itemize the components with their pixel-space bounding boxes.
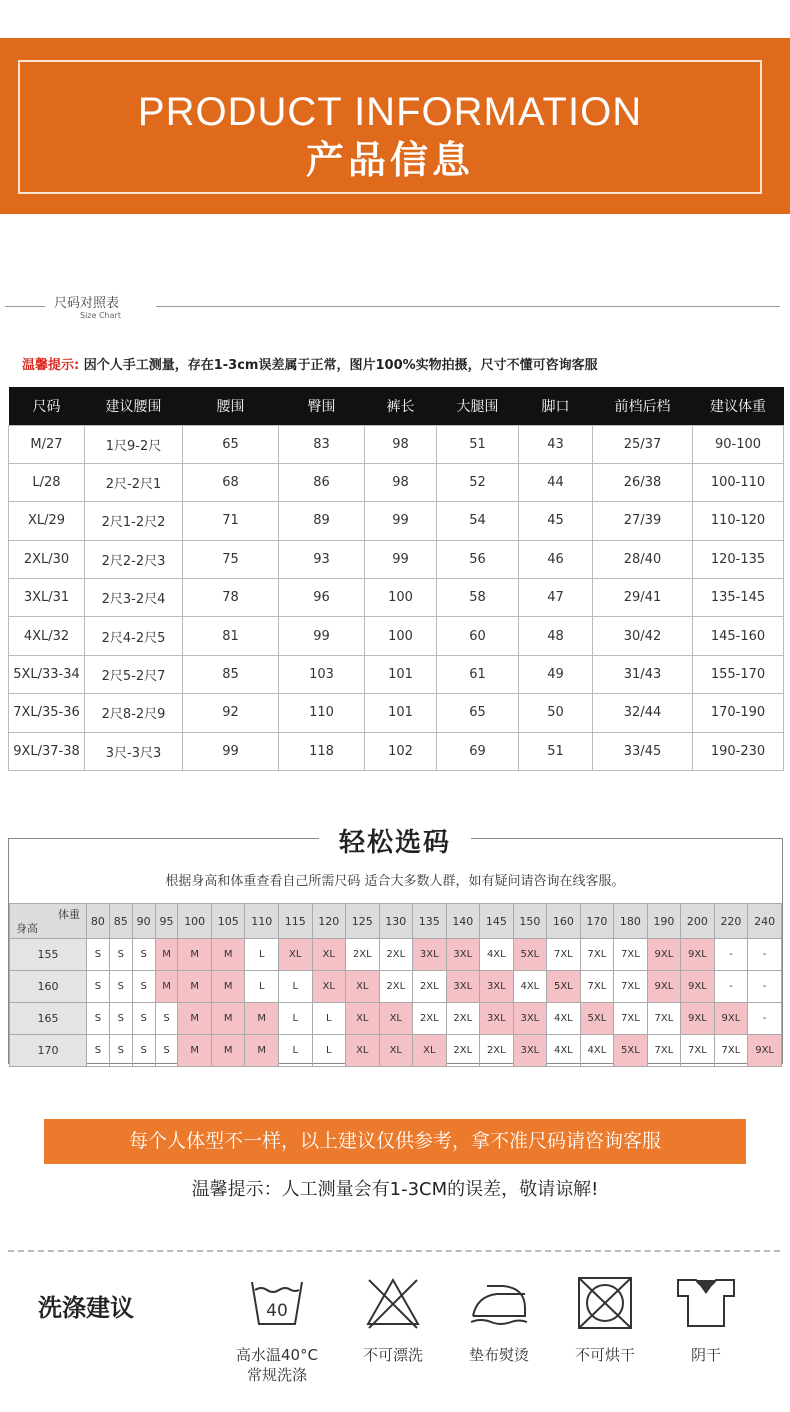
size-suggestion-cell: S [132, 1003, 155, 1035]
size-cell: 99 [365, 540, 437, 578]
weight-header-cell: 190 [647, 904, 681, 939]
size-cell: 54 [437, 502, 519, 540]
no-bleach-icon [363, 1276, 423, 1330]
size-suggestion-cell: 9XL [681, 1003, 715, 1035]
size-suggestion-cell: M [178, 1003, 212, 1035]
weight-header-cell: 170 [580, 904, 614, 939]
size-cell: 93 [279, 540, 365, 578]
notice-tip: 温馨提示：人工测量会有1-3CM的误差，敬请谅解! [191, 1179, 599, 1200]
size-cell: 2尺3-2尺4 [85, 579, 183, 617]
size-suggestion-cell: 3XL [446, 939, 480, 971]
size-cell: 89 [279, 502, 365, 540]
notice-banner: 每个人体型不一样，以上建议仅供参考，拿不准尺码请咨询客服 [44, 1119, 746, 1164]
size-suggestion-cell: S [87, 939, 110, 971]
wash-label-line2: 常规洗涤 [246, 1366, 307, 1384]
size-suggestion-cell: M [178, 971, 212, 1003]
size-suggestion-cell: 3XL [513, 1035, 547, 1067]
weight-header-cell: 85 [109, 904, 132, 939]
size-cell: 61 [437, 655, 519, 693]
size-suggestion-cell: 4XL [547, 1003, 581, 1035]
size-cell: 99 [365, 502, 437, 540]
size-suggestion-cell: S [155, 1035, 178, 1067]
size-cell: 2尺1-2尺2 [85, 502, 183, 540]
size-cell: L/28 [9, 463, 85, 501]
corner-weight-label: 体重 [58, 908, 80, 921]
header-cell: 大腿围 [437, 387, 519, 425]
size-cell: 1尺9-2尺 [85, 425, 183, 463]
size-suggestion-cell: 2XL [413, 1003, 447, 1035]
size-suggestion-cell: 9XL [647, 939, 681, 971]
height-weight-grid [9, 903, 782, 1067]
size-cell: 65 [183, 425, 279, 463]
weight-header-cell: 95 [155, 904, 178, 939]
wash-label: 垫布熨烫 [468, 1346, 529, 1364]
size-suggestion-cell: M [211, 1035, 245, 1067]
weight-header-cell: 140 [446, 904, 480, 939]
size-suggestion-cell: 3XL [480, 1003, 514, 1035]
size-suggestion-cell: 7XL [614, 971, 648, 1003]
size-suggestion-cell: 7XL [580, 939, 614, 971]
size-suggestion-cell: 3XL [480, 971, 514, 1003]
size-suggestion-cell: 7XL [647, 1003, 681, 1035]
size-cell: 51 [519, 732, 593, 770]
size-cell: 28/40 [593, 540, 693, 578]
tip-text: 因个人手工测量，存在1-3cm误差属于正常，图片100%实物拍摄，尺寸不懂可咨询客服 [83, 358, 598, 373]
size-chart-heading [0, 290, 790, 330]
size-cell: 44 [519, 463, 593, 501]
size-cell: 3尺-3尺3 [85, 732, 183, 770]
size-cell: 90-100 [693, 425, 784, 463]
size-suggestion-cell: 5XL [547, 971, 581, 1003]
size-row [9, 463, 784, 501]
header-cell: 腰围 [183, 387, 279, 425]
header-cell: 前档后档 [593, 387, 693, 425]
size-suggestion-cell: XL [312, 971, 346, 1003]
weight-header-cell: 200 [681, 904, 715, 939]
weight-header-cell: 120 [312, 904, 346, 939]
weight-header-cell: 110 [245, 904, 279, 939]
size-cell: 31/43 [593, 655, 693, 693]
size-suggestion-cell: L [278, 1003, 312, 1035]
size-cell: 56 [437, 540, 519, 578]
size-suggestion-cell: 5XL [580, 1003, 614, 1035]
size-cell: 2尺4-2尺5 [85, 617, 183, 655]
header-cell: 裤长 [365, 387, 437, 425]
size-suggestion-cell: L [245, 971, 279, 1003]
size-suggestion-cell: S [109, 971, 132, 1003]
size-suggestion-cell: XL [379, 1003, 413, 1035]
wash-label: 不可漂洗 [362, 1346, 423, 1364]
header-cell: 建议腰围 [85, 387, 183, 425]
weight-header-cell: 160 [547, 904, 581, 939]
size-cell: 2尺-2尺1 [85, 463, 183, 501]
wash-label [222, 1344, 332, 1386]
size-suggestion-cell: - [748, 1003, 782, 1035]
measure-tip [22, 354, 598, 373]
size-table-header [9, 387, 784, 425]
height-row [10, 1035, 782, 1067]
size-suggestion-cell: M [178, 939, 212, 971]
size-suggestion-cell: 9XL [748, 1035, 782, 1067]
size-suggestion-cell: S [132, 971, 155, 1003]
easy-size-title-text: 轻松选码 [319, 828, 471, 858]
size-suggestion-cell: S [87, 1035, 110, 1067]
size-suggestion-cell: M [211, 1003, 245, 1035]
size-cell: 48 [519, 617, 593, 655]
size-suggestion-cell: 2XL [413, 971, 447, 1003]
size-suggestion-cell: S [132, 939, 155, 971]
header-cell: 建议体重 [693, 387, 784, 425]
size-suggestion-cell: M [155, 939, 178, 971]
size-suggestion-cell: XL [346, 971, 380, 1003]
size-cell: 69 [437, 732, 519, 770]
size-suggestion-cell: S [87, 1003, 110, 1035]
size-cell: 50 [519, 694, 593, 732]
size-cell: XL/29 [9, 502, 85, 540]
grid-corner [10, 904, 87, 939]
size-cell: 43 [519, 425, 593, 463]
size-cell: 7XL/35-36 [9, 694, 85, 732]
weight-header-cell: 135 [413, 904, 447, 939]
size-cell: 32/44 [593, 694, 693, 732]
size-suggestion-cell: XL [379, 1035, 413, 1067]
size-suggestion-cell: 3XL [413, 939, 447, 971]
size-cell: 83 [279, 425, 365, 463]
height-row [10, 939, 782, 971]
size-suggestion-cell: S [155, 1003, 178, 1035]
wash-40-icon [247, 1276, 307, 1330]
size-cell: 29/41 [593, 579, 693, 617]
wash-label: 阴干 [690, 1346, 721, 1364]
weight-header-cell: 180 [614, 904, 648, 939]
size-suggestion-cell: 4XL [547, 1035, 581, 1067]
size-suggestion-cell: L [278, 971, 312, 1003]
size-cell: 68 [183, 463, 279, 501]
size-row [9, 425, 784, 463]
size-suggestion-cell: XL [346, 1003, 380, 1035]
size-row [9, 540, 784, 578]
size-suggestion-cell: 3XL [513, 1003, 547, 1035]
size-cell: 26/38 [593, 463, 693, 501]
size-suggestion-cell: 7XL [681, 1035, 715, 1067]
size-suggestion-cell: M [211, 939, 245, 971]
size-cell: 86 [279, 463, 365, 501]
size-suggestion-cell: 2XL [346, 939, 380, 971]
size-cell: 71 [183, 502, 279, 540]
size-cell: 118 [279, 732, 365, 770]
size-cell: 145-160 [693, 617, 784, 655]
height-header-cell: 155 [10, 939, 87, 971]
size-cell: 78 [183, 579, 279, 617]
size-cell: 65 [437, 694, 519, 732]
size-row [9, 655, 784, 693]
size-suggestion-cell: 7XL [714, 1035, 748, 1067]
size-suggestion-cell: 3XL [446, 971, 480, 1003]
size-suggestion-cell: XL [278, 939, 312, 971]
iron-icon [467, 1276, 531, 1330]
size-cell: 25/37 [593, 425, 693, 463]
size-suggestion-cell: L [312, 1003, 346, 1035]
size-row [9, 502, 784, 540]
size-cell: 2尺2-2尺3 [85, 540, 183, 578]
easy-size-title [0, 822, 790, 859]
divider-left [5, 306, 45, 307]
size-suggestion-cell: XL [346, 1035, 380, 1067]
size-cell: 190-230 [693, 732, 784, 770]
size-suggestion-cell: 7XL [614, 939, 648, 971]
wash-item [338, 1276, 448, 1366]
size-cell: 110-120 [693, 502, 784, 540]
height-header-cell: 160 [10, 971, 87, 1003]
size-row [9, 694, 784, 732]
size-suggestion-cell: 9XL [681, 939, 715, 971]
size-cell: 101 [365, 694, 437, 732]
size-cell: 27/39 [593, 502, 693, 540]
size-cell: 2尺5-2尺7 [85, 655, 183, 693]
wash-label: 不可烘干 [574, 1346, 635, 1364]
banner-title-en: PRODUCT INFORMATION [137, 90, 643, 134]
size-table [8, 387, 784, 771]
size-suggestion-cell: - [714, 971, 748, 1003]
size-cell: 52 [437, 463, 519, 501]
size-suggestion-cell: M [178, 1035, 212, 1067]
weight-header-cell: 100 [178, 904, 212, 939]
banner-frame [18, 60, 762, 194]
dashed-divider [8, 1250, 780, 1252]
size-suggestion-cell: S [87, 971, 110, 1003]
size-cell: 98 [365, 463, 437, 501]
size-row [9, 579, 784, 617]
size-suggestion-cell: M [155, 971, 178, 1003]
weight-header-cell: 90 [132, 904, 155, 939]
size-cell: M/27 [9, 425, 85, 463]
shade-dry-icon [674, 1276, 738, 1330]
easy-size-subtitle: 根据身高和体重查看自己所需尺码 适合大多数人群，如有疑问请咨询在线客服。 [165, 874, 625, 889]
size-suggestion-cell: L [312, 1035, 346, 1067]
wash-item [550, 1276, 660, 1366]
height-row [10, 1003, 782, 1035]
weight-header-cell: 80 [87, 904, 110, 939]
size-suggestion-cell: 4XL [480, 939, 514, 971]
no-tumble-dry-icon [575, 1276, 635, 1330]
size-suggestion-cell: 7XL [580, 971, 614, 1003]
size-cell: 155-170 [693, 655, 784, 693]
size-suggestion-cell: 4XL [513, 971, 547, 1003]
size-suggestion-cell: 9XL [647, 971, 681, 1003]
height-header-cell: 170 [10, 1035, 87, 1067]
size-suggestion-cell: 7XL [547, 939, 581, 971]
size-suggestion-cell: 5XL [614, 1035, 648, 1067]
size-suggestion-cell: - [748, 939, 782, 971]
size-suggestion-cell: 9XL [681, 971, 715, 1003]
size-cell: 101 [365, 655, 437, 693]
size-suggestion-cell: 2XL [446, 1003, 480, 1035]
size-suggestion-cell: - [714, 939, 748, 971]
size-cell: 120-135 [693, 540, 784, 578]
wash-label-line1: 高水温40°C [235, 1346, 319, 1364]
size-suggestion-cell: 2XL [480, 1035, 514, 1067]
weight-header-cell: 240 [748, 904, 782, 939]
weight-header-cell: 105 [211, 904, 245, 939]
wash-title: 洗涤建议 [38, 1294, 134, 1322]
size-cell: 96 [279, 579, 365, 617]
product-info-banner [0, 38, 790, 214]
size-suggestion-cell: 9XL [714, 1003, 748, 1035]
size-cell: 99 [279, 617, 365, 655]
weight-header-cell: 115 [278, 904, 312, 939]
size-suggestion-cell: 2XL [446, 1035, 480, 1067]
size-cell: 51 [437, 425, 519, 463]
tip-label: 温馨提示: [22, 358, 80, 373]
size-cell: 47 [519, 579, 593, 617]
wash-item [444, 1276, 554, 1366]
weight-header-cell: 130 [379, 904, 413, 939]
size-cell: 92 [183, 694, 279, 732]
weight-header-cell: 145 [480, 904, 514, 939]
size-cell: 49 [519, 655, 593, 693]
size-cell: 45 [519, 502, 593, 540]
size-row [9, 617, 784, 655]
size-chart-title-en: Size Chart [80, 311, 121, 320]
weight-header-cell: 150 [513, 904, 547, 939]
size-suggestion-cell: S [109, 1003, 132, 1035]
size-cell: 99 [183, 732, 279, 770]
size-cell: 46 [519, 540, 593, 578]
header-cell: 脚口 [519, 387, 593, 425]
size-cell: 60 [437, 617, 519, 655]
size-cell: 100 [365, 579, 437, 617]
size-cell: 110 [279, 694, 365, 732]
size-suggestion-cell: L [245, 939, 279, 971]
size-suggestion-cell: 5XL [513, 939, 547, 971]
size-cell: 170-190 [693, 694, 784, 732]
size-suggestion-cell: 7XL [614, 1003, 648, 1035]
divider-right [156, 306, 780, 307]
size-cell: 4XL/32 [9, 617, 85, 655]
size-cell: 85 [183, 655, 279, 693]
height-header-cell: 165 [10, 1003, 87, 1035]
header-cell: 臀围 [279, 387, 365, 425]
size-suggestion-cell: 2XL [379, 939, 413, 971]
size-cell: 2XL/30 [9, 540, 85, 578]
weight-header-row [10, 904, 782, 939]
size-row [9, 732, 784, 770]
header-cell: 尺码 [9, 387, 85, 425]
wash-item [222, 1276, 332, 1386]
size-cell: 103 [279, 655, 365, 693]
size-suggestion-cell: S [132, 1035, 155, 1067]
size-suggestion-cell: M [245, 1003, 279, 1035]
size-cell: 135-145 [693, 579, 784, 617]
size-cell: 75 [183, 540, 279, 578]
size-suggestion-cell: M [245, 1035, 279, 1067]
size-cell: 100 [365, 617, 437, 655]
size-suggestion-cell: 2XL [379, 971, 413, 1003]
size-cell: 102 [365, 732, 437, 770]
wash-item [651, 1276, 761, 1366]
weight-header-cell: 125 [346, 904, 380, 939]
size-cell: 3XL/31 [9, 579, 85, 617]
size-cell: 33/45 [593, 732, 693, 770]
size-cell: 5XL/33-34 [9, 655, 85, 693]
size-suggestion-cell: M [211, 971, 245, 1003]
size-suggestion-cell: S [109, 939, 132, 971]
size-cell: 30/42 [593, 617, 693, 655]
size-suggestion-cell: S [109, 1035, 132, 1067]
size-suggestion-cell: XL [413, 1035, 447, 1067]
size-cell: 2尺8-2尺9 [85, 694, 183, 732]
size-suggestion-cell: 7XL [647, 1035, 681, 1067]
wash-temp: 40 [266, 1301, 288, 1321]
size-chart-title-cn: 尺码对照表 [54, 296, 120, 311]
size-suggestion-cell: XL [312, 939, 346, 971]
banner-title-cn: 产品信息 [305, 138, 474, 182]
height-row [10, 971, 782, 1003]
size-cell: 9XL/37-38 [9, 732, 85, 770]
size-cell: 81 [183, 617, 279, 655]
weight-header-cell: 220 [714, 904, 748, 939]
size-cell: 100-110 [693, 463, 784, 501]
size-suggestion-cell: - [748, 971, 782, 1003]
size-cell: 98 [365, 425, 437, 463]
size-suggestion-cell: 4XL [580, 1035, 614, 1067]
size-cell: 58 [437, 579, 519, 617]
size-suggestion-cell: L [278, 1035, 312, 1067]
corner-height-label: 身高 [16, 922, 38, 935]
